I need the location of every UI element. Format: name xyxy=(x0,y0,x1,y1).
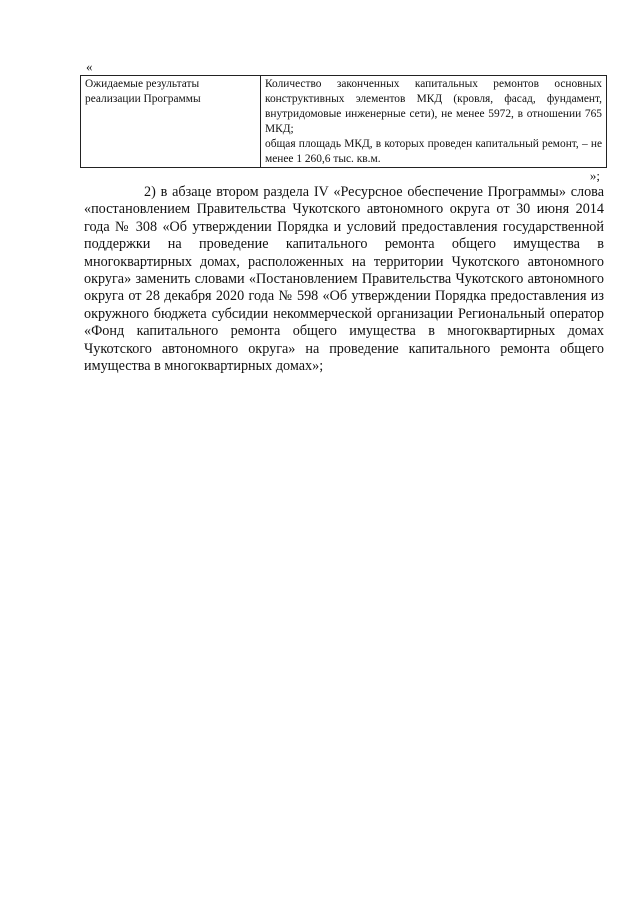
amendment-paragraph: 2) в абзаце втором раздела IV «Ресурсное обеспечение Программы» слова «постановлением Правительства Чукотского автономного округа от 30 июня 2014 года № 308 «Об утверждении Порядка и условий предоставления государственной поддержки на проведение капитального ремонта общего имущества в многоквартирных домах, расположенных на территории Чукотского автономного округа» заменить словами «Постановлением Правительства Чукотского автономного округа от 28 декабря 2020 года № 598 «Об утверждении Порядка предоставления из окружного бюджета субсидии некоммерческой организации Региональный оператор «Фонд капитального ремонта общего имущества в многоквартирных домах Чукотского автономного округа» на проведение капитального ремонта общего имущества в многоквартирных домах»; xyxy=(84,184,604,375)
value-line-total-area: общая площадь МКД, в которых проведен капитальный ремонт, – не менее 1 260,6 тыс. кв.м. xyxy=(265,138,602,165)
closing-quote-mark: »; xyxy=(589,168,600,183)
table-label-cell: Ожидаемые результаты реализации Программы xyxy=(81,76,261,168)
table-value-cell xyxy=(261,76,607,168)
value-line-repairs-count: Количество законченных капитальных ремонтов основных конструктивных элементов МКД (кровля, фасад, фундамент, внутридомовые инженерные сети), не менее 5972, в отношении 765 МКД; xyxy=(265,78,602,135)
table-row xyxy=(81,76,607,168)
program-results-table xyxy=(80,75,607,168)
opening-quote-mark: « xyxy=(86,59,93,74)
